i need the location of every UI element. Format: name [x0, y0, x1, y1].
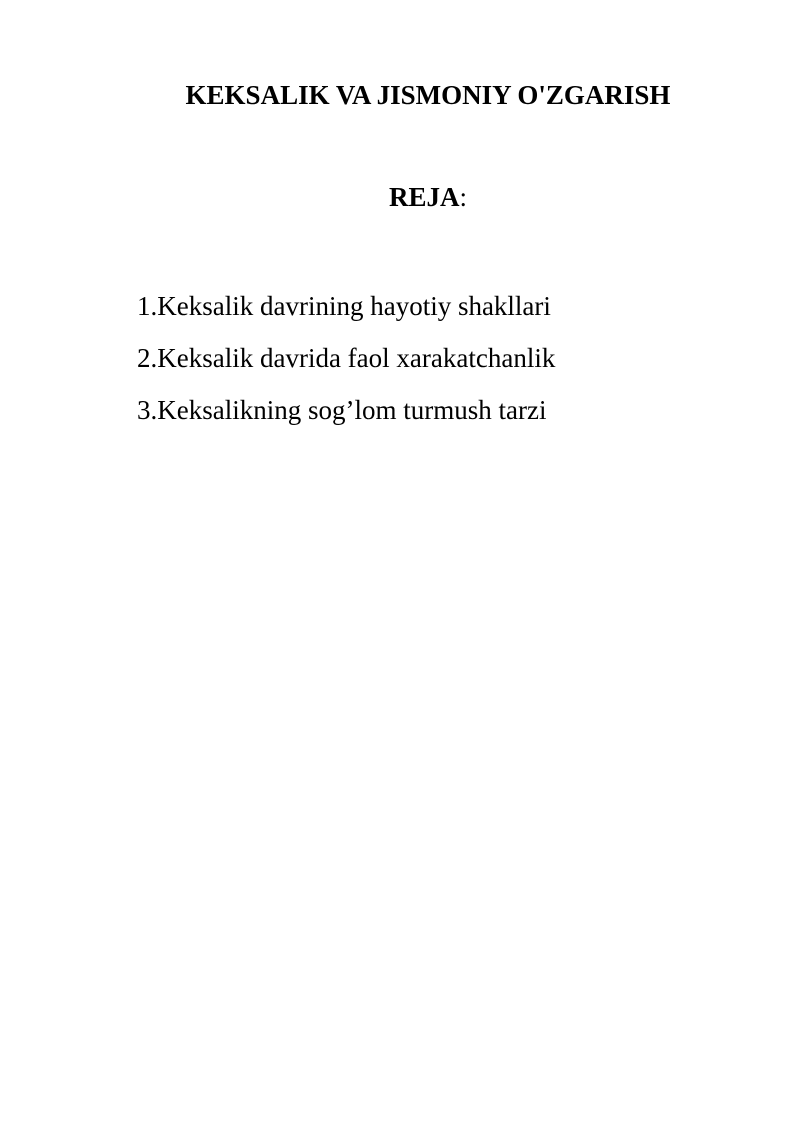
plan-list-item — [137, 280, 555, 332]
plan-list-item — [137, 332, 555, 384]
plan-item-number: 2. — [137, 343, 158, 373]
document-title: KEKSALIK VA JISMONIY O'ZGARISH — [185, 80, 671, 110]
plan-list-item — [137, 384, 555, 436]
plan-list — [137, 280, 555, 436]
plan-item-text: Keksalik davrida faol xarakatchanlik — [157, 343, 556, 373]
plan-item-text: Keksalikning sog’lom turmush tarzi — [157, 395, 547, 425]
plan-heading — [0, 178, 800, 216]
plan-item-text: Keksalik davrining hayotiy shakllari — [157, 291, 551, 321]
plan-item-number: 3. — [137, 395, 158, 425]
plan-heading-colon: : — [459, 182, 468, 212]
plan-heading-word: REJA — [388, 182, 460, 212]
plan-item-number: 1. — [137, 291, 158, 321]
